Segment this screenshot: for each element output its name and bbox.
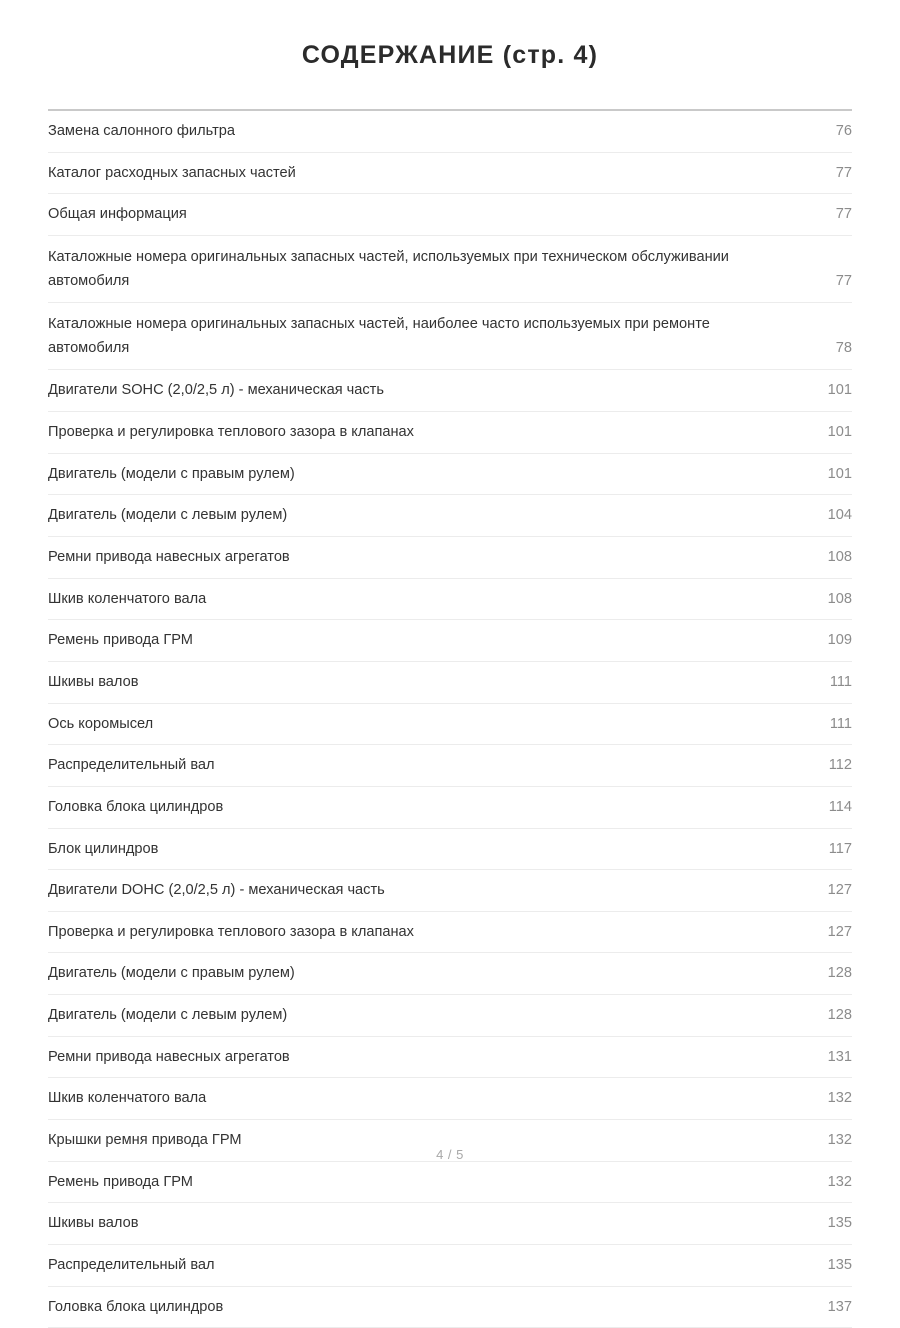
toc-entry-title: Блок цилиндров (48, 840, 159, 857)
toc-entry-title: Двигатель (модели с левым рулем) (48, 507, 288, 524)
toc-entry-title: Проверка и регулировка теплового зазора в клапанах (48, 923, 414, 940)
toc-entry-title: Ремни привода навесных агрегатов (48, 1048, 290, 1065)
toc-entry-title: Двигатель (модели с левым рулем) (48, 1007, 288, 1024)
toc-entry-page-number: 127 (827, 882, 852, 899)
toc-entry-title: Двигатель (модели с правым рулем) (48, 965, 295, 982)
toc-entry-page-number: 77 (835, 272, 852, 289)
toc-entry[interactable] (48, 1037, 852, 1079)
toc-entry-title: Шкив коленчатого вала (48, 1090, 207, 1107)
toc-entry-title: Шкив коленчатого вала (48, 590, 207, 607)
toc-entry-title: Головка блока цилиндров (48, 798, 224, 815)
toc-entry-title: Проверка и регулировка теплового зазора в клапанах (48, 424, 414, 441)
toc-entry[interactable] (48, 1078, 852, 1120)
toc-entry[interactable] (48, 662, 852, 704)
toc-entry-title: Головка блока цилиндров (48, 1298, 224, 1315)
toc-entry-title: Двигатели SOHC (2,0/2,5 л) - механическая часть (48, 382, 384, 399)
toc-entry[interactable] (48, 236, 852, 303)
toc-entry[interactable] (48, 194, 852, 236)
toc-entry-title: Каталожные номера оригинальных запасных частей, используемых при техническом обслуживании автомобиля (48, 248, 729, 289)
toc-entry-page-number: 112 (828, 757, 852, 774)
toc-entry-title: Каталожные номера оригинальных запасных частей, наиболее часто используемых при ремонте автомобиля (48, 316, 710, 356)
toc-entry[interactable] (48, 704, 852, 746)
toc-entry[interactable] (48, 1203, 852, 1245)
toc-entry[interactable] (48, 579, 852, 621)
toc-entry-title: Ось коромысел (48, 715, 154, 732)
toc-entry[interactable] (48, 829, 852, 871)
toc-entry-page-number: 108 (827, 590, 852, 607)
toc-entry-page-number: 132 (827, 1173, 852, 1190)
toc-entry-page-number: 128 (827, 1007, 852, 1024)
toc-entry[interactable] (48, 745, 852, 787)
toc-entry-page-number: 128 (827, 965, 852, 982)
toc-entry-page-number: 78 (835, 339, 852, 356)
table-of-contents (48, 111, 852, 1328)
toc-entry-page-number: 108 (827, 549, 852, 566)
toc-entry-page-number: 132 (827, 1132, 852, 1149)
toc-entry-title: Распределительный вал (48, 1256, 215, 1273)
toc-entry-page-number: 101 (827, 465, 852, 482)
toc-entry-page-number: 104 (827, 507, 852, 524)
toc-entry-title: Шкивы валов (48, 1215, 139, 1232)
toc-entry-page-number: 135 (827, 1256, 852, 1273)
toc-entry-title: Ремень привода ГРМ (48, 632, 193, 649)
toc-entry[interactable] (48, 370, 852, 412)
toc-entry[interactable] (48, 953, 852, 995)
toc-entry-title: Двигатели DOHC (2,0/2,5 л) - механическая часть (48, 882, 385, 899)
toc-entry-page-number: 77 (835, 206, 852, 223)
toc-entry-title: Замена салонного фильтра (48, 123, 235, 139)
toc-entry-title: Каталог расходных запасных частей (48, 164, 296, 181)
toc-entry-page-number: 77 (835, 164, 852, 181)
toc-entry-page-number: 132 (827, 1090, 852, 1107)
toc-entry-title: Шкивы валов (48, 673, 139, 690)
toc-entry-page-number: 101 (827, 424, 852, 441)
toc-entry-page-number: 131 (827, 1048, 852, 1065)
toc-entry-title: Ремень привода ГРМ (48, 1173, 193, 1190)
toc-entry-page-number: 109 (827, 632, 852, 649)
toc-entry-page-number: 111 (829, 715, 852, 732)
toc-entry[interactable] (48, 912, 852, 954)
toc-entry-page-number: 135 (827, 1215, 852, 1232)
toc-entry-page-number: 114 (828, 798, 852, 815)
toc-entry[interactable] (48, 870, 852, 912)
toc-entry[interactable] (48, 153, 852, 195)
toc-entry[interactable] (48, 787, 852, 829)
toc-entry[interactable] (48, 454, 852, 496)
toc-entry[interactable] (48, 1287, 852, 1328)
toc-entry-page-number: 76 (835, 123, 852, 139)
toc-entry[interactable] (48, 495, 852, 537)
page-title: СОДЕРЖАНИЕ (стр. 4) (301, 41, 599, 69)
toc-entry-title: Двигатель (модели с правым рулем) (48, 465, 295, 482)
toc-entry[interactable] (48, 620, 852, 662)
toc-entry-page-number: 137 (827, 1298, 852, 1315)
toc-entry-title: Ремни привода навесных агрегатов (48, 549, 290, 566)
toc-entry-page-number: 101 (827, 382, 852, 399)
toc-entry-page-number: 127 (827, 923, 852, 940)
toc-entry-title: Крышки ремня привода ГРМ (48, 1132, 242, 1149)
toc-entry[interactable] (48, 1162, 852, 1204)
toc-entry-title: Распределительный вал (48, 757, 215, 774)
toc-entry[interactable] (48, 412, 852, 454)
toc-entry[interactable] (48, 111, 852, 153)
toc-entry-page-number: 117 (828, 840, 852, 857)
toc-entry-title: Общая информация (48, 206, 187, 223)
toc-entry-page-number: 111 (829, 673, 852, 690)
toc-entry[interactable] (48, 537, 852, 579)
toc-entry[interactable] (48, 303, 852, 370)
page-footer: 4 / 5 (436, 1147, 464, 1162)
toc-entry[interactable] (48, 1245, 852, 1287)
toc-entry[interactable] (48, 995, 852, 1037)
